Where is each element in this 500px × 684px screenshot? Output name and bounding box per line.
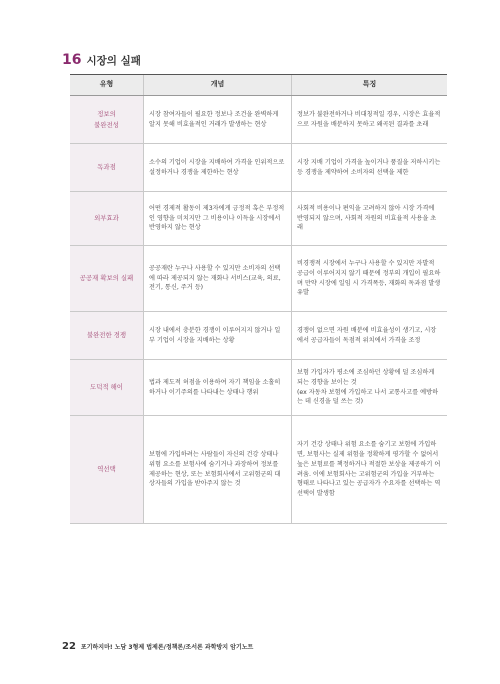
row-feature: 자기 건강 상태나 위험 요소를 숨기고 보험에 가입하면, 보험사는 실제 위험을 정확하게 평가할 수 없어서 높은 보험료를 책정하거나 적절한 보상을 제공하기 어려움. 이에 보험회사는 고위험군의 가입을 거부하는 형태로 나타나고 있는 공급자가 수요자를 선택하는 역선택이 발생함: [297, 440, 441, 498]
row-concept: 시장 참여자들이 필요한 정보나 조건을 완벽하게 알지 못해 비효율적인 거래가 발생하는 현상: [144, 96, 292, 143]
table-header-row: [70, 75, 447, 96]
footer-title: 포기하지마! 노담 3형제 법제론/정책론/조서론 과학방지 암기노트: [80, 644, 254, 651]
table-row: [70, 312, 447, 360]
section-title: 시장의 실패: [86, 55, 141, 67]
table-row: [70, 416, 447, 524]
row-concept: 소수의 기업이 시장을 지배하여 가격을 인위적으로 설정하거나 경쟁을 제한하는 현상: [144, 144, 292, 191]
row-concept: 어떤 경제적 활동이 제3자에게 긍정적 혹은 부정적인 영향을 미치지만 그 비용이나 이득을 시장에서 반영하지 않는 현상: [144, 192, 292, 245]
page-number: 22: [62, 641, 76, 652]
row-feature: 시장 지배 기업이 가격을 높이거나 품질을 저하시키는 등 경쟁을 제약하여 소비자의 선택을 제한: [297, 158, 441, 176]
header-type: 유형: [70, 75, 144, 95]
row-feature: 사회적 비용이나 편익을 고려하지 않아 시장 가격에 반영되지 않으며, 사회적 자원의 비효율적 사용을 초래: [297, 204, 437, 232]
row-feature: 보험 가입자가 평소에 조심하던 상황에 덜 조심하게 되는 경향을 보이는 것 (ex 자동차 보험에 가입하고 나서 교통사고를 예방하는 데 신경을 덜 쓰는 것): [297, 368, 439, 406]
header-feature: 특징: [292, 75, 447, 95]
row-concept: 보험에 가입하려는 사람들이 자신의 건강 상태나 위험 요소를 보험사에 숨기거나 과장하여 정보를 제공하는 현상, 또는 보험회사에서 고위험군의 대상자들의 가입을 받아주지 않는 것: [144, 416, 292, 523]
row-type: 외부효과: [70, 192, 144, 245]
table-row: [70, 360, 447, 416]
page-footer: [62, 641, 253, 652]
row-concept: 시장 내에서 충분한 경쟁이 이루어지지 않거나 일부 기업이 시장을 지배하는 상황: [144, 312, 292, 359]
row-type: 도덕적 해이: [70, 360, 144, 415]
row-type: 불완전한 경쟁: [70, 312, 144, 359]
header-concept: 개념: [144, 75, 292, 95]
table-row: [70, 96, 447, 144]
table-row: [70, 144, 447, 192]
row-type: 역선택: [70, 416, 144, 523]
market-failure-table: [70, 74, 447, 524]
row-type: 공공재 확보의 실패: [70, 246, 144, 311]
table-row: [70, 246, 447, 312]
row-type: 독과점: [70, 144, 144, 191]
row-feature: 정보가 불완전하거나 비대칭적일 경우, 시장은 효율적으로 자원을 배분하지 못하고 왜곡된 결과를 초래: [297, 110, 441, 128]
row-concept: 공공재란 누구나 사용할 수 있지만 소비자의 선택에 따라 제공되지 않는 재화나 서비스(교육, 의료, 전기, 통신, 주거 등): [144, 246, 292, 311]
row-feature: 경쟁이 없으면 자원 배분에 비효율성이 생기고, 시장에서 공급자들이 독점적 위치에서 가격을 조정: [297, 326, 437, 344]
table-row: [70, 192, 447, 246]
section-number: 16: [62, 52, 82, 68]
section-header: [62, 52, 141, 68]
row-concept: 법과 제도적 허점을 이용하여 자기 책임을 소홀히 하거나 이기주의를 나타내는 상태나 행위: [144, 360, 292, 415]
row-feature: 비경쟁적 시장에서 누구나 사용할 수 있지만 자발적 공급이 이루어지지 않기 때문에 정부의 개입이 필요하며 만약 시장에 일임 시 가격폭등, 재화의 독과점 발생 유발: [297, 259, 441, 297]
row-type: 정보의 불완전성: [70, 96, 144, 143]
